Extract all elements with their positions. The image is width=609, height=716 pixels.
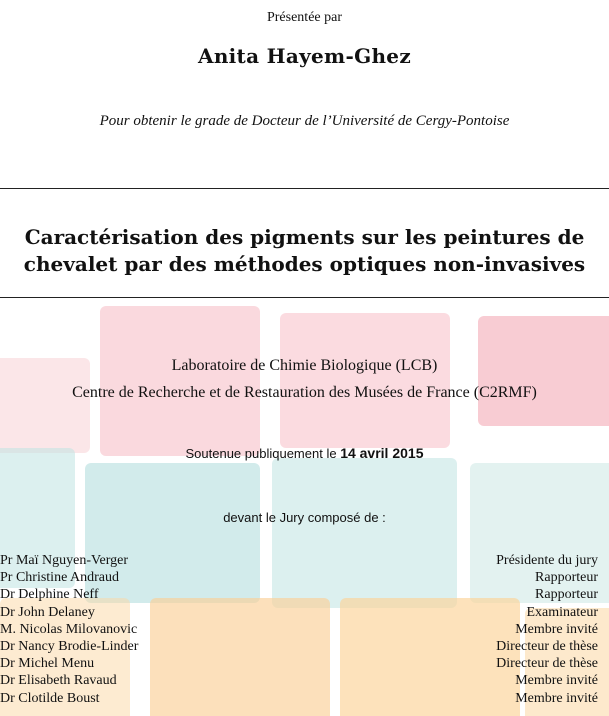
jury-member-name: Pr Maï Nguyen-Verger xyxy=(0,553,129,568)
jury-member-role: Examinateur xyxy=(526,604,598,620)
thesis-title-line-2: chevalet par des méthodes optiques non-invasives xyxy=(23,252,586,276)
jury-row xyxy=(0,621,609,638)
author-name: Anita Hayem-Ghez xyxy=(198,44,411,68)
jury-row xyxy=(0,672,609,689)
jury-member-name: Dr Delphine Neff xyxy=(0,587,99,603)
jury-member-name: Dr John Delaney xyxy=(0,604,95,620)
jury-row xyxy=(0,586,609,603)
jury-row xyxy=(0,552,609,569)
jury-row xyxy=(0,638,609,655)
jury-member-name: Dr Michel Menu xyxy=(0,656,95,672)
jury-member-name: Pr Christine Andraud xyxy=(0,570,119,586)
defense-date-line xyxy=(0,445,609,461)
pink-swatch xyxy=(100,306,260,456)
title-top-rule xyxy=(0,188,609,189)
jury-member-role: Directeur de thèse xyxy=(496,656,598,672)
jury-member-name: Dr Nancy Brodie-Linder xyxy=(0,638,139,654)
jury-row xyxy=(0,604,609,621)
thesis-title-line-1: Caractérisation des pigments sur les peintures de xyxy=(24,225,585,249)
pink-swatch xyxy=(280,313,450,448)
jury-row xyxy=(0,690,609,707)
defense-date: 14 avril 2015 xyxy=(340,445,424,461)
jury-member-role: Membre invité xyxy=(515,690,598,706)
jury-member-role: Membre invité xyxy=(515,673,598,689)
presented-by-label: Présentée par xyxy=(266,10,343,25)
research-center-name: Centre de Recherche et de Restauration des Musées de France (C2RMF) xyxy=(72,384,537,401)
jury-member-role: Rapporteur xyxy=(535,587,598,603)
laboratory-name: Laboratoire de Chimie Biologique (LCB) xyxy=(171,357,438,374)
jury-intro: devant le Jury composé de : xyxy=(223,510,386,525)
jury-member-role: Directeur de thèse xyxy=(496,638,598,654)
jury-member-role: Présidente du jury xyxy=(496,553,598,568)
degree-line: Pour obtenir le grade de Docteur de l’Université de Cergy-Pontoise xyxy=(99,113,510,129)
jury-member-name: M. Nicolas Milovanovic xyxy=(0,621,138,637)
thesis-title xyxy=(0,224,609,278)
defense-prefix: Soutenue publiquement le xyxy=(185,446,337,461)
jury-member-role: Rapporteur xyxy=(535,570,598,586)
jury-list xyxy=(0,552,609,707)
jury-row xyxy=(0,569,609,586)
jury-member-name: Dr Clotilde Boust xyxy=(0,690,100,706)
title-bottom-rule xyxy=(0,297,609,298)
jury-member-role: Membre invité xyxy=(515,621,598,637)
jury-member-name: Dr Elisabeth Ravaud xyxy=(0,673,117,689)
jury-row xyxy=(0,655,609,672)
